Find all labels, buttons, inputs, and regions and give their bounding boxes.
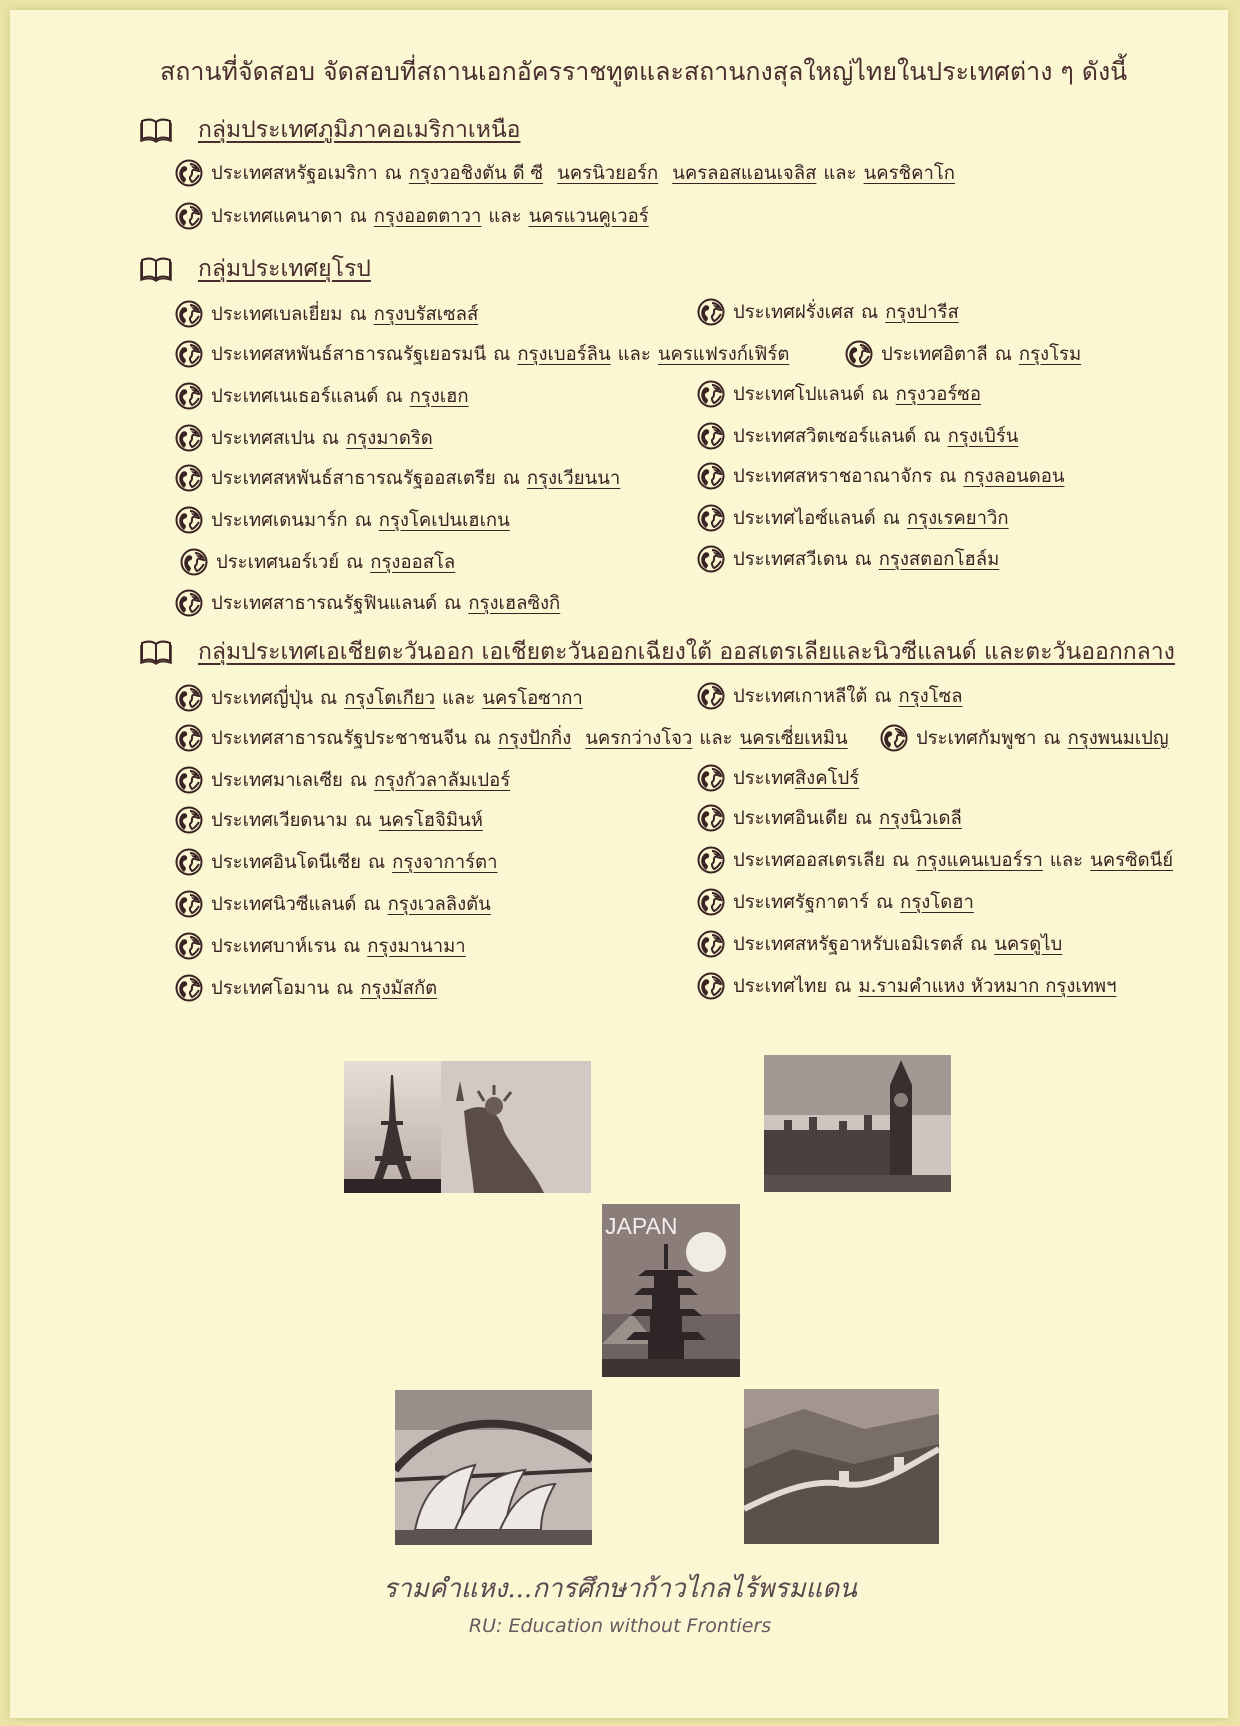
city-link[interactable]: กรุงแคนเบอร์รา	[916, 849, 1043, 871]
city-link[interactable]: กรุงมานามา	[367, 935, 466, 957]
list-item-austria: ประเทศสหพันธ์สาธารณรัฐออสเตรีย ณ กรุงเวียนนา	[175, 463, 620, 493]
city-link[interactable]: กรุงเรคยาวิก	[906, 507, 1009, 529]
globe-icon	[697, 972, 725, 1000]
city-link[interactable]: กรุงวอร์ซอ	[895, 383, 981, 405]
globe-icon	[697, 846, 725, 874]
list-item-malaysia: ประเทศมาเลเซีย ณ กรุงกัวลาลัมเปอร์	[175, 765, 510, 795]
list-item-norway: ประเทศนอร์เวย์ ณ กรุงออสโล	[180, 547, 455, 577]
globe-icon	[697, 380, 725, 408]
list-item-qatar: ประเทศรัฐกาตาร์ ณ กรุงโดฮา	[697, 887, 974, 917]
globe-icon	[175, 340, 203, 368]
list-item-thailand: ประเทศไทย ณ ม.รามคำแหง หัวหมาก กรุงเทพฯ	[697, 971, 1117, 1001]
list-item-france: ประเทศฝรั่งเศส ณ กรุงปารีส	[697, 297, 959, 327]
list-item-cambodia: ประเทศกัมพูชา ณ กรุงพนมเปญ	[880, 723, 1169, 753]
book-icon	[140, 639, 172, 665]
intro-heading: สถานที่จัดสอบ จัดสอบที่สถานเอกอัครราชทูตและสถานกงสุลใหญ่ไทยในประเทศต่าง ๆ ดังนี้	[160, 57, 1128, 86]
photo-london	[764, 1055, 951, 1192]
list-item-bahrain: ประเทศบาห์เรน ณ กรุงมานามา	[175, 931, 466, 961]
globe-icon	[175, 974, 203, 1002]
city-link[interactable]: นครแวนคูเวอร์	[528, 205, 649, 227]
globe-icon	[697, 298, 725, 326]
city-link[interactable]: กรุงนิวเดลี	[878, 807, 962, 829]
globe-icon	[175, 382, 203, 410]
city-link[interactable]: กรุงออตตาวา	[373, 205, 482, 227]
photo-sydney	[395, 1390, 592, 1545]
globe-icon	[175, 848, 203, 876]
city-link[interactable]: กรุงเบอร์ลิน	[517, 343, 611, 365]
globe-icon	[880, 724, 908, 752]
list-item-spain: ประเทศสเปน ณ กรุงมาดริด	[175, 423, 433, 453]
list-item-vietnam: ประเทศเวียดนาม ณ นครโฮจิมินห์	[175, 805, 483, 835]
list-item-canada: ประเทศแคนาดา ณ กรุงออตตาวา และ นครแวนคูเวอร์	[175, 201, 649, 231]
big-ben-icon	[890, 1060, 912, 1192]
globe-icon	[175, 932, 203, 960]
group-heading-north-america	[140, 115, 520, 145]
city-link[interactable]: นครซิดนีย์	[1090, 849, 1174, 871]
city-link[interactable]: นครโอซากา	[482, 687, 583, 709]
globe-icon	[697, 804, 725, 832]
list-item-india: ประเทศอินเดีย ณ กรุงนิวเดลี	[697, 803, 962, 833]
list-item-belgium: ประเทศเบลเยี่ยม ณ กรุงบรัสเซลส์	[175, 299, 478, 329]
group-heading-europe	[140, 254, 371, 284]
city-link[interactable]: กรุงปักกิ่ง	[497, 727, 572, 749]
globe-icon	[180, 548, 208, 576]
list-item-australia: ประเทศออสเตรเลีย ณ กรุงแคนเบอร์รา และ นครซิดนีย์	[697, 845, 1173, 875]
city-link[interactable]: กรุงปารีส	[885, 301, 959, 323]
globe-icon	[175, 766, 203, 794]
globe-icon	[697, 682, 725, 710]
city-link[interactable]: กรุงลอนดอน	[963, 465, 1065, 487]
city-link[interactable]: กรุงเบิร์น	[947, 425, 1019, 447]
city-link[interactable]: กรุงโตเกียว	[344, 687, 436, 709]
globe-icon	[175, 589, 203, 617]
list-item-indonesia: ประเทศอินโดนีเซีย ณ กรุงจาการ์ตา	[175, 847, 497, 877]
globe-icon	[697, 462, 725, 490]
slogan-thai: รามคำแหง...การศึกษาก้าวไกลไร้พรมแดน	[383, 1574, 857, 1604]
city-link[interactable]: นครนิวยอร์ก	[557, 162, 659, 184]
globe-icon	[697, 545, 725, 573]
city-link[interactable]: ม.รามคำแหง หัวหมาก กรุงเทพฯ	[858, 975, 1117, 997]
globe-icon	[175, 424, 203, 452]
photo-great-wall	[744, 1389, 939, 1544]
list-item-china: ประเทศสาธารณรัฐประชาชนจีน ณ กรุงปักกิ่ง นครกว่างโจว และ นครเซี่ยเหมิน	[175, 723, 848, 753]
city-link[interactable]: กรุงจาการ์ตา	[392, 851, 498, 873]
city-link[interactable]: กรุงออสโล	[370, 551, 456, 573]
city-link[interactable]: กรุงโรม	[1018, 343, 1082, 365]
globe-icon	[175, 806, 203, 834]
city-link[interactable]: นครเซี่ยเหมิน	[739, 727, 848, 749]
japan-poster-label: JAPAN	[605, 1213, 678, 1239]
city-link[interactable]: นครกว่างโจว	[585, 727, 693, 749]
globe-icon	[175, 159, 203, 187]
list-item-netherlands: ประเทศเนเธอร์แลนด์ ณ กรุงเฮก	[175, 381, 469, 411]
city-link[interactable]: สิงคโปร์	[794, 767, 860, 789]
globe-icon	[697, 930, 725, 958]
list-item-sweden: ประเทศสวีเดน ณ กรุงสตอกโฮล์ม	[697, 544, 999, 574]
group-heading-asia-oceania-middle-east	[140, 637, 1175, 667]
city-link[interactable]: กรุงโดฮา	[900, 891, 974, 913]
globe-icon	[175, 506, 203, 534]
globe-icon	[175, 684, 203, 712]
list-item-iceland: ประเทศไอซ์แลนด์ ณ กรุงเรคยาวิก	[697, 503, 1009, 533]
list-item-finland: ประเทศสาธารณรัฐฟินแลนด์ ณ กรุงเฮลซิงกิ	[175, 588, 560, 618]
city-link[interactable]: กรุงโคเปนเฮเกน	[378, 509, 510, 531]
list-item-poland: ประเทศโปแลนด์ ณ กรุงวอร์ซอ	[697, 379, 981, 409]
city-link[interactable]: นครแฟรงก์เฟิร์ต	[657, 343, 790, 365]
list-item-italy: ประเทศอิตาลี ณ กรุงโรม	[845, 339, 1081, 369]
globe-icon	[697, 888, 725, 916]
city-link[interactable]: นครดูไบ	[994, 933, 1063, 955]
list-item-denmark: ประเทศเดนมาร์ก ณ กรุงโคเปนเฮเกน	[175, 505, 510, 535]
list-item-singapore: ประเทศ สิงคโปร์	[697, 763, 859, 793]
globe-icon	[845, 340, 873, 368]
list-item-japan: ประเทศญี่ปุ่น ณ กรุงโตเกียว และ นครโอซากา	[175, 683, 583, 713]
globe-icon	[175, 890, 203, 918]
group-title: กลุ่มประเทศยุโรป	[198, 256, 371, 282]
group-title: กลุ่มประเทศเอเชียตะวันออก เอเชียตะวันออกเฉียงใต้ ออสเตรเลียและนิวซีแลนด์ และตะวันออกกลาง	[198, 639, 1175, 665]
list-item-switzerland: ประเทศสวิตเซอร์แลนด์ ณ กรุงเบิร์น	[697, 421, 1018, 451]
city-link[interactable]: กรุงสตอกโฮล์ม	[878, 548, 1000, 570]
book-icon	[140, 117, 172, 143]
photo-paris-newyork	[344, 1061, 591, 1193]
city-link[interactable]: นครลอสแอนเจลิส	[672, 162, 817, 184]
slogan-english: RU: Education without Frontiers	[468, 1615, 772, 1637]
city-link[interactable]: กรุงเฮลซิงกิ	[468, 592, 561, 614]
city-link[interactable]: กรุงเฮก	[409, 385, 469, 407]
list-item-new-zealand: ประเทศนิวซีแลนด์ ณ กรุงเวลลิงตัน	[175, 889, 491, 919]
book-icon	[140, 256, 172, 282]
list-item-uae: ประเทศสหรัฐอาหรับเอมิเรตส์ ณ นครดูไบ	[697, 929, 1062, 959]
city-link[interactable]: กรุงเวียนนา	[526, 467, 621, 489]
globe-icon	[697, 422, 725, 450]
photo-japan-poster	[602, 1204, 740, 1377]
city-link[interactable]: กรุงเวลลิงตัน	[387, 893, 491, 915]
city-link[interactable]: กรุงมัสกัต	[360, 977, 438, 999]
city-link[interactable]: กรุงพนมเปญ	[1067, 727, 1169, 749]
globe-icon	[175, 202, 203, 230]
list-item-usa: ประเทศสหรัฐอเมริกา ณ กรุงวอชิงตัน ดี ซี นครนิวยอร์ก นครลอสแอนเจลิส และ นครชิคาโก	[175, 158, 955, 188]
list-item-uk: ประเทศสหราชอาณาจักร ณ กรุงลอนดอน	[697, 461, 1065, 491]
city-link[interactable]: กรุงวอชิงตัน ดี ซี	[408, 162, 544, 184]
city-link[interactable]: นครชิคาโก	[863, 162, 955, 184]
list-item-oman: ประเทศโอมาน ณ กรุงมัสกัต	[175, 973, 437, 1003]
list-item-germany: ประเทศสหพันธ์สาธารณรัฐเยอรมนี ณ กรุงเบอร์ลิน และ นครแฟรงก์เฟิร์ต	[175, 339, 789, 369]
list-item-south-korea: ประเทศเกาหลีใต้ ณ กรุงโซล	[697, 681, 963, 711]
globe-icon	[697, 504, 725, 532]
city-link[interactable]: กรุงบรัสเซลส์	[373, 303, 479, 325]
globe-icon	[697, 764, 725, 792]
globe-icon	[175, 464, 203, 492]
group-title: กลุ่มประเทศภูมิภาคอเมริกาเหนือ	[198, 117, 521, 143]
city-link[interactable]: นครโฮจิมินห์	[378, 809, 483, 831]
city-link[interactable]: กรุงมาดริด	[346, 427, 433, 449]
city-link[interactable]: กรุงกัวลาลัมเปอร์	[374, 769, 511, 791]
globe-icon	[175, 724, 203, 752]
globe-icon	[175, 300, 203, 328]
city-link[interactable]: กรุงโซล	[898, 685, 963, 707]
